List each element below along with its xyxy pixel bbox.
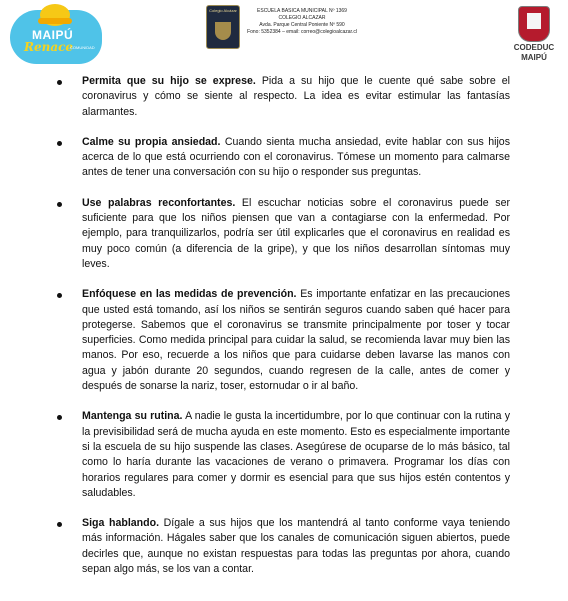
advice-list xyxy=(82,74,510,592)
bullet-icon xyxy=(57,202,62,207)
logo-script: Renace xyxy=(24,40,74,54)
school-line: Avda. Parque Central Poniente Nº 590 xyxy=(259,22,345,28)
logo-brand: MAIPÚ xyxy=(32,28,74,42)
bullet-icon xyxy=(57,522,62,527)
item-text: A nadie le gusta la incertidumbre, por lo que continuar con la rutina y la previsibilidad será de mucha ayuda en este momento. Esto es especialmente importante si la escuela de su hijo suspende las clases. Asegúrese de ocuparse de lo más básico, tal como lo haría durante las vacaciones de verano o primavera. Programar los días con horarios regulares para comer y dormir es esencial para que sus hijos estén contentos y saludables. xyxy=(82,410,510,499)
item-text: Pida a su hijo que le cuente qué sabe sobre el coronavirus y cómo se siente al respecto. La idea es evitar estimular las fantasías alarmantes. xyxy=(82,75,510,118)
sun-ray-icon xyxy=(38,18,72,24)
bullet-icon xyxy=(57,415,62,420)
crest-text: Colegio Alcázar xyxy=(209,8,237,13)
logo-tagline: COMUNIDAD xyxy=(70,45,95,50)
list-item xyxy=(82,287,510,394)
item-lead: Siga hablando. xyxy=(82,517,160,530)
list-item xyxy=(82,135,510,181)
item-lead: Enfóquese en las medidas de prevención. xyxy=(82,288,297,301)
item-lead: Mantenga su rutina. xyxy=(82,410,183,423)
school-line: Fono: 5352384 – email: correo@colegioalcazar.cl xyxy=(247,29,357,35)
school-crest xyxy=(206,5,240,49)
shield-icon xyxy=(215,22,231,40)
list-item xyxy=(82,196,510,272)
item-lead: Use palabras reconfortantes. xyxy=(82,196,236,209)
tower-icon xyxy=(527,13,541,29)
castle-crest-icon xyxy=(518,6,550,42)
codeduc-label: CODEDUC xyxy=(513,43,555,52)
item-lead: Calme su propia ansiedad. xyxy=(82,135,221,148)
maipu-label: MAIPÚ xyxy=(521,53,547,62)
item-text: Dígale a sus hijos que los mantendrá al tanto conforme vaya teniendo más información. Hágales saber que los canales de comunicación siguen abiertos, puede decirles que, aunque no existan respuestas para todas las preguntas por ahora, cuando sepan algo más, se los van a contar. xyxy=(82,517,510,576)
school-info xyxy=(242,8,362,36)
bullet-icon xyxy=(57,293,62,298)
item-text: Es importante enfatizar en las precauciones que usted está tomando, así los niños se sentirán seguros cuando saben qué hacer para protegerse. Sabemos que el coronavirus se transmite principalmente por toser y tocar superficies. Como medida principal para cuidar la salud, se recomienda lavar muy bien las manos. Por eso, recuerde a los niños que para cuidarse deben lavarse las manos con agua y jabón durante 20 segundos, cuando regresen de la calle, antes de comer y después de sonarse la nariz, toser, estornudar o ir al baño. xyxy=(82,288,511,393)
bullet-icon xyxy=(57,141,62,146)
document-header xyxy=(0,0,568,72)
school-line: COLEGIO ALCAZAR xyxy=(278,15,326,21)
codeduc-logo xyxy=(506,6,562,66)
school-line: ESCUELA BASICA MUNICIPAL Nº 1369 xyxy=(257,8,347,14)
bullet-icon xyxy=(57,80,62,85)
maipu-renace-logo xyxy=(10,4,106,68)
item-text: El escuchar noticias sobre el coronavirus puede ser suficiente para que los niños piensen que van a contagiarse con la enfermedad. Por ejemplo, para tranquilizarlos, podría ser útil explicarles que el coronavirus en realidad es muy poco común (a diferencia de la gripe), y que los niños desarrollan síntomas muy leves. xyxy=(82,196,510,270)
item-text: Cuando sienta mucha ansiedad, evite hablar con sus hijos acerca de lo que está ocurriendo con el coronavirus. Tómese un momento para calmarse antes de tener una conversación con su hijo o responder sus preguntas. xyxy=(82,135,510,179)
list-item xyxy=(82,409,510,501)
item-lead: Permita que su hijo se exprese. xyxy=(82,75,256,87)
list-item xyxy=(82,74,510,120)
list-item xyxy=(82,516,510,577)
